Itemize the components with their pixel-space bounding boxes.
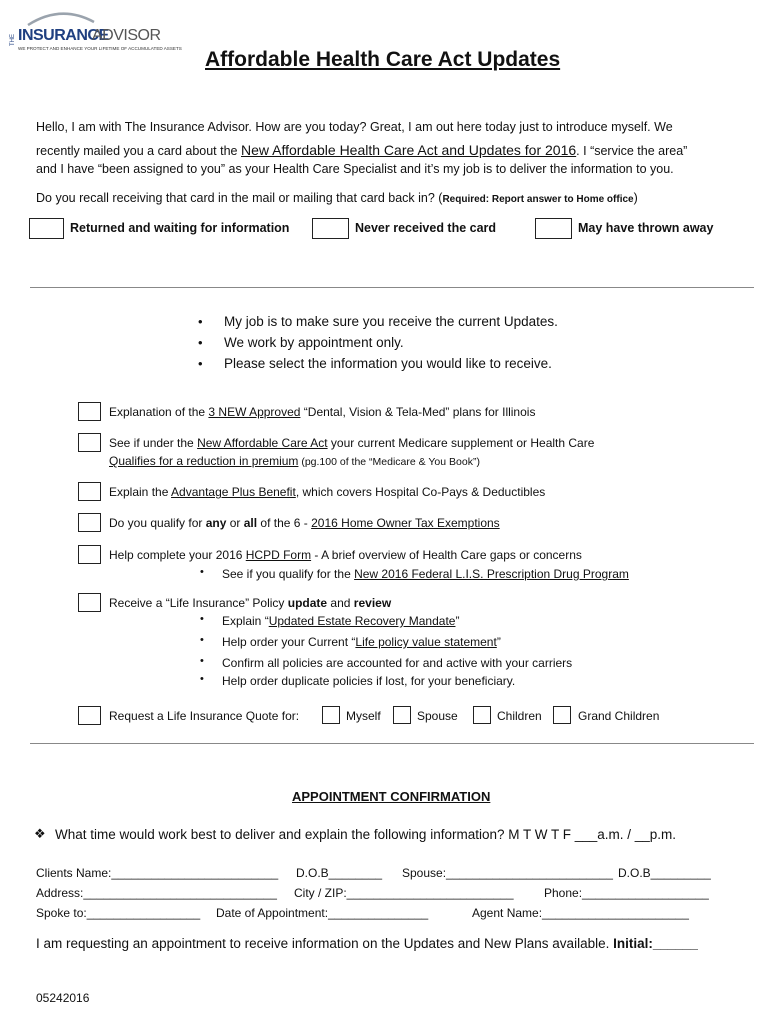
checkbox-hcpd-form[interactable] (78, 545, 101, 564)
divider-2 (30, 743, 754, 744)
logo-the: THE (10, 34, 16, 46)
item-link: Updated Estate Recovery Mandate (268, 614, 456, 628)
item-hcpd-sub-1 (222, 567, 629, 581)
intro-updates-link: and Updates for 2016 (437, 142, 577, 158)
item-link: HCPD Form (245, 548, 312, 562)
item-emph: update (287, 596, 328, 610)
clients-name-field[interactable]: Clients Name:_________________________ (36, 866, 279, 880)
item-link: Qualifies for a reduction in premium (109, 454, 299, 468)
quote-spouse-label: Spouse (417, 709, 458, 723)
item-link: 3 NEW Approved (208, 405, 301, 419)
item-text: Help order your Current “ (222, 635, 356, 649)
intro-act-link: New Affordable Health Care Act (240, 142, 438, 158)
initial-field[interactable]: Initial:______ (613, 936, 698, 951)
item-emph: all (243, 516, 258, 530)
logo-swoosh (26, 10, 96, 26)
agent-name-field[interactable]: Agent Name:______________________ (472, 906, 689, 920)
bullet-dot: • (198, 356, 203, 371)
intro-question (36, 191, 638, 205)
item-tax-exemptions (109, 516, 500, 530)
bullet-dot: • (198, 335, 203, 350)
item-text: See if you qualify for the (222, 567, 355, 581)
dob-field-2[interactable]: D.O.B_________ (618, 866, 711, 880)
logo-tagline: WE PROTECT AND ENHANCE YOUR LIFETIME OF ACCUMULATED ASSETS (18, 46, 182, 51)
option-thrown-away-label: May have thrown away (578, 221, 714, 235)
checkbox-dental-vision[interactable] (78, 402, 101, 421)
logo-insurance: INSURANCE (18, 27, 109, 44)
request-text: I am requesting an appointment to receive information on the Updates and New Plans available. (36, 936, 614, 951)
bullet-dot: • (200, 673, 204, 685)
item-life-quote: Request a Life Insurance Quote for: (109, 709, 300, 723)
intro-line-2 (36, 142, 687, 158)
quote-grand-children-label: Grand Children (578, 709, 660, 723)
checkbox-life-quote[interactable] (78, 706, 101, 725)
item-life-sub-2 (222, 635, 501, 649)
checkbox-affordable-care[interactable] (78, 433, 101, 452)
checkbox-life-insurance[interactable] (78, 593, 101, 612)
item-text: Receive a “Life Insurance” Policy (109, 596, 288, 610)
item-text: Help complete your 2016 (109, 548, 246, 562)
divider-1 (30, 287, 754, 288)
logo-advisor: ADVISOR (92, 27, 161, 44)
spouse-field[interactable]: Spouse:_________________________ (402, 866, 613, 880)
item-link: Life policy value statement (355, 635, 497, 649)
footer-code: 05242016 (36, 991, 90, 1005)
item-link: Advantage Plus Benefit (171, 485, 296, 499)
diamond-bullet-icon: ❖ (34, 826, 46, 841)
item-text: of the 6 - (257, 516, 312, 530)
checkbox-advantage-plus[interactable] (78, 482, 101, 501)
intro-question-end: ) (633, 191, 638, 205)
bullet-dot: • (198, 314, 203, 329)
item-text: your current Medicare supplement or Health Care (327, 436, 595, 450)
item-text: ” (455, 614, 460, 628)
address-field[interactable]: Address:_____________________________ (36, 886, 277, 900)
checkbox-returned[interactable] (29, 218, 64, 239)
spoke-to-field[interactable]: Spoke to:_________________ (36, 906, 201, 920)
option-returned-label: Returned and waiting for information (70, 221, 290, 235)
item-link: 2016 Home Owner Tax Exemptions (311, 516, 500, 530)
logo (10, 10, 182, 58)
quote-myself-label: Myself (346, 709, 381, 723)
bullet-dot: • (200, 613, 204, 625)
intro-line-2d: . I “service the area” (576, 144, 688, 158)
required-note: Required: Report answer to Home office (442, 194, 634, 205)
item-affordable-care-line2 (109, 454, 480, 468)
item-dental-vision (109, 405, 535, 419)
page-title: Affordable Health Care Act Updates (205, 48, 561, 71)
checkbox-never-received[interactable] (312, 218, 349, 239)
checkbox-myself[interactable] (322, 706, 340, 724)
bullet-dot: • (200, 655, 204, 667)
bullet-3: Please select the information you would like to receive. (224, 356, 552, 371)
item-advantage-plus (109, 485, 545, 499)
bullet-1: My job is to make sure you receive the current Updates. (224, 314, 558, 329)
item-text: “Dental, Vision & Tela-Med” plans for Illinois (300, 405, 536, 419)
intro-line-3: and I have “been assigned to you” as your Health Care Specialist and it’s my job is to deliver the information to you. (36, 162, 674, 176)
item-text: , which covers Hospital Co-Pays & Deductibles (295, 485, 546, 499)
intro-line-1: Hello, I am with The Insurance Advisor. How are you today? Great, I am out here today just to introduce myself. We (36, 120, 673, 134)
bullet-2: We work by appointment only. (224, 335, 404, 350)
city-zip-field[interactable]: City / ZIP:_________________________ (294, 886, 514, 900)
checkbox-grand-children[interactable] (553, 706, 571, 724)
checkbox-children[interactable] (473, 706, 491, 724)
item-text: - A brief overview of Health Care gaps or concerns (311, 548, 582, 562)
option-never-received-label: Never received the card (355, 221, 497, 235)
item-text: Explain “ (222, 614, 269, 628)
request-statement (36, 936, 698, 951)
item-life-insurance (109, 596, 391, 610)
checkbox-spouse[interactable] (393, 706, 411, 724)
item-emph: any (205, 516, 227, 530)
bullet-dot: • (200, 566, 204, 578)
phone-field[interactable]: Phone:___________________ (544, 886, 709, 900)
checkbox-thrown-away[interactable] (535, 218, 572, 239)
appointment-heading: APPOINTMENT CONFIRMATION (292, 789, 491, 804)
checkbox-tax-exemptions[interactable] (78, 513, 101, 532)
item-hcpd-form (109, 548, 582, 562)
appointment-question: What time would work best to deliver and explain the following information? M T W T F ___a.m. / __p.m. (55, 827, 677, 842)
intro-question-text: Do you recall receiving that card in the mail or mailing that card back in? ( (36, 191, 443, 205)
item-life-sub-3: Confirm all policies are accounted for and active with your carriers (222, 656, 573, 670)
quote-children-label: Children (497, 709, 542, 723)
item-text: Explanation of the (109, 405, 209, 419)
item-text: and (327, 596, 354, 610)
item-link: New 2016 Federal L.I.S. Prescription Drug Program (354, 567, 629, 581)
item-life-sub-4: Help order duplicate policies if lost, for your beneficiary. (222, 674, 516, 688)
dob-field-1[interactable]: D.O.B________ (296, 866, 383, 880)
item-text: (pg.100 of the “Medicare & You Book”) (298, 456, 480, 468)
item-affordable-care (109, 436, 594, 450)
item-text: Do you qualify for (109, 516, 206, 530)
item-text: Explain the (109, 485, 172, 499)
intro-line-2a: recently mailed you a card about the (36, 144, 241, 158)
item-link: New Affordable Care Act (197, 436, 328, 450)
item-text: or (226, 516, 244, 530)
item-text: See if under the (109, 436, 198, 450)
item-life-sub-1 (222, 614, 459, 628)
date-appointment-field[interactable]: Date of Appointment:_______________ (216, 906, 429, 920)
item-text: ” (496, 635, 501, 649)
bullet-dot: • (200, 634, 204, 646)
item-emph: review (353, 596, 392, 610)
